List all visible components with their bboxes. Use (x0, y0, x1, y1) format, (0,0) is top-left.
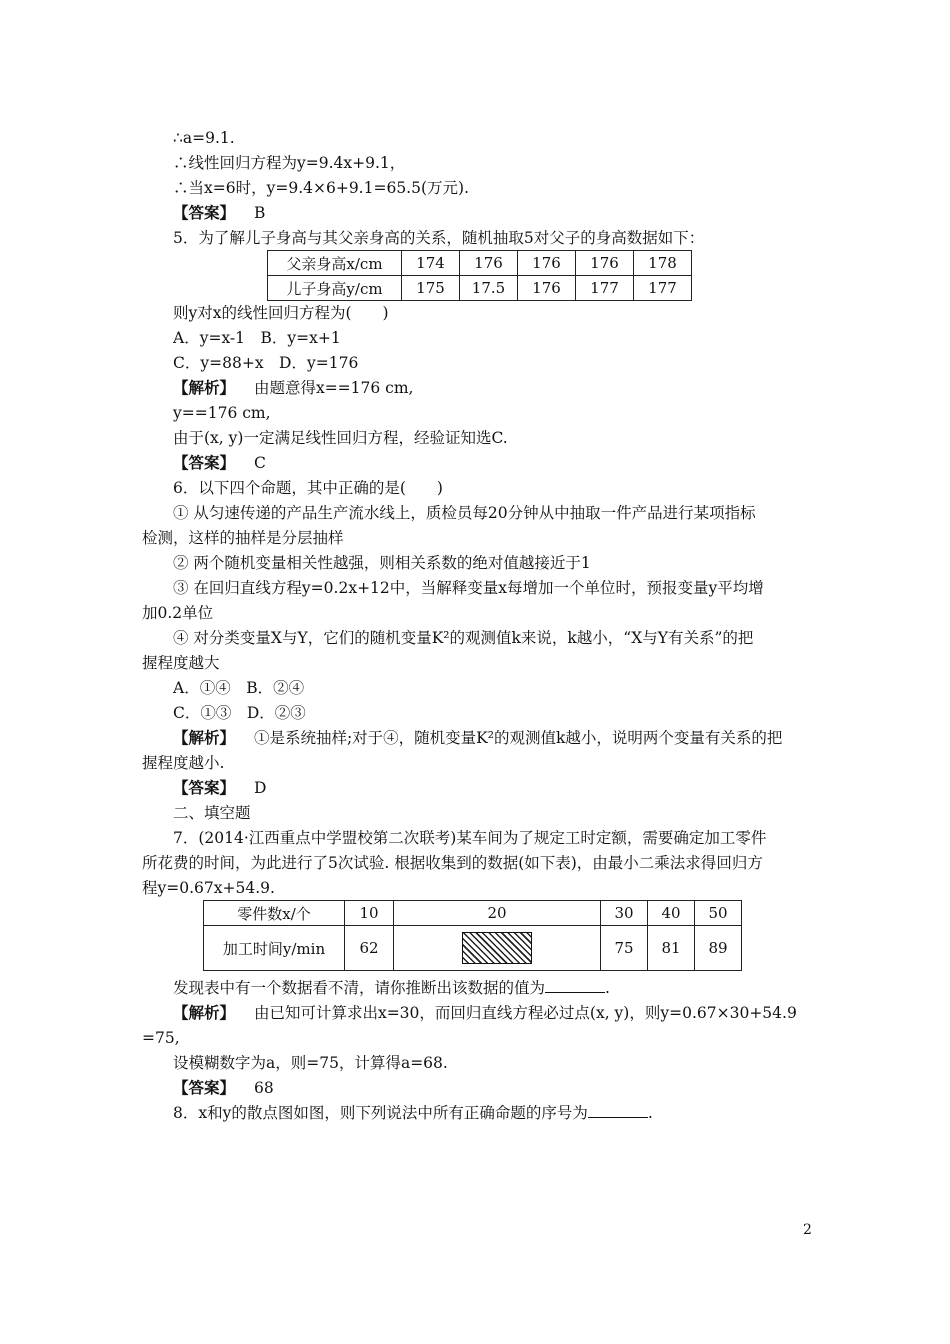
table-cell: 父亲身高x/cm (268, 251, 402, 276)
table-cell: 175 (402, 276, 460, 301)
text-line: 检测，这样的抽样是分层抽样 (142, 529, 344, 547)
answer-line (173, 202, 265, 224)
option-line: A．y=x-1 B．y=x+1 (173, 329, 341, 347)
table-row (204, 901, 742, 926)
blurred-cell (394, 926, 601, 971)
analysis-text: ①是系统抽样;对于④，随机变量K²的观测值k越小，说明两个变量有关系的把 (253, 729, 783, 747)
table-father-son-height (267, 250, 692, 301)
answer-line (173, 1077, 274, 1099)
table-cell: 176 (576, 251, 634, 276)
text-line: 握程度越大 (142, 654, 220, 672)
text-line: 则y对x的线性回归方程为( ) (173, 304, 389, 322)
table-cell: 儿子身高y/cm (268, 276, 402, 301)
text-line: 设模糊数字为a，则=75，计算得a=68. (173, 1054, 448, 1072)
section-heading: 二、填空题 (173, 804, 251, 822)
table-cell: 178 (634, 251, 692, 276)
table-cell: 176 (460, 251, 518, 276)
question-7: 7．(2014·江西重点中学盟校第二次联考)某车间为了规定工时定额，需要确定加工零件 (173, 829, 767, 847)
table-cell: 20 (394, 901, 601, 926)
text-line: 加0.2单位 (142, 604, 214, 622)
text-line: 所花费的时间，为此进行了5次试验. 根据收集到的数据(如下表)，由最小二乘法求得回归方 (142, 854, 763, 872)
analysis-tag: 【解析】 (173, 378, 236, 397)
table-cell: 62 (345, 926, 394, 971)
answer-tag: 【答案】 (173, 453, 236, 472)
table-row (268, 251, 692, 276)
analysis-tag: 【解析】 (173, 728, 236, 747)
analysis-tag: 【解析】 (173, 1003, 236, 1022)
question-8: 8．x和y的散点图如图，则下列说法中所有正确命题的序号为 . (173, 1104, 653, 1122)
answer-value: B (253, 204, 266, 222)
answer-tag: 【答案】 (173, 203, 236, 222)
table-cell: 174 (402, 251, 460, 276)
table-cell: 89 (695, 926, 742, 971)
analysis-text: 由已知可计算求出x=30，而回归直线方程必过点(x, y)，则y=0.67×30+54.9 (253, 1004, 797, 1022)
answer-blank (588, 1103, 648, 1118)
table-cell: 176 (518, 251, 576, 276)
question-6: 6．以下四个命题，其中正确的是( ) (173, 479, 443, 497)
analysis-line (173, 1002, 797, 1024)
answer-value: D (253, 779, 267, 797)
answer-value: 68 (253, 1079, 274, 1097)
text-line: 程y=0.67x+54.9. (142, 879, 275, 897)
table-cell: 177 (576, 276, 634, 301)
option-line: A．①④ B．②④ (173, 679, 305, 697)
table-cell: 177 (634, 276, 692, 301)
hatched-blur-box (462, 932, 532, 964)
answer-tag: 【答案】 (173, 1078, 236, 1097)
analysis-line (173, 727, 782, 749)
answer-line (173, 777, 266, 799)
table-row (268, 276, 692, 301)
table-cell: 176 (518, 276, 576, 301)
answer-blank (545, 978, 605, 993)
page-number: 2 (803, 1222, 812, 1238)
text-line: ∴当x=6时，y=9.4×6+9.1=65.5(万元). (173, 179, 469, 197)
question-text: 发现表中有一个数据看不清，请你推断出该数据的值为 (173, 979, 546, 997)
text-line: ∴线性回归方程为y=9.4x+9.1， (173, 154, 406, 172)
table-cell: 17.5 (460, 276, 518, 301)
table-cell: 零件数x/个 (204, 901, 345, 926)
text-line: ① 从匀速传递的产品生产流水线上，质检员每20分钟从中抽取一件产品进行某项指标 (173, 504, 756, 522)
option-line: C．①③ D．②③ (173, 704, 306, 722)
text-line: ∴a=9.1. (173, 129, 235, 147)
analysis-line (173, 377, 414, 399)
table-cell: 加工时间y/min (204, 926, 345, 971)
text-line: y==176 cm, (173, 404, 271, 422)
text-line: 握程度越小. (142, 754, 225, 772)
answer-line (173, 452, 266, 474)
text-line: =75, (142, 1029, 180, 1047)
table-cell: 10 (345, 901, 394, 926)
answer-tag: 【答案】 (173, 778, 236, 797)
option-line: C．y=88+x D．y=176 (173, 354, 359, 372)
question-5: 5．为了解儿子身高与其父亲身高的关系，随机抽取5对父子的身高数据如下： (173, 229, 705, 247)
question-text: 8．x和y的散点图如图，则下列说法中所有正确命题的序号为 (173, 1104, 588, 1122)
table-parts-time (203, 900, 742, 971)
text-line: ③ 在回归直线方程y=0.2x+12中，当解释变量x每增加一个单位时，预报变量y平均增 (173, 579, 764, 597)
table-cell: 30 (601, 901, 648, 926)
text-line: 发现表中有一个数据看不清，请你推断出该数据的值为 . (173, 979, 610, 997)
table-row (204, 926, 742, 971)
text-line: ④ 对分类变量X与Y，它们的随机变量K²的观测值k来说，k越小，“X与Y有关系”的把 (173, 629, 754, 647)
table-cell: 81 (648, 926, 695, 971)
text-line: ② 两个随机变量相关性越强，则相关系数的绝对值越接近于1 (173, 554, 591, 572)
text-line: 由于(x, y)一定满足线性回归方程，经验证知选C. (173, 429, 508, 447)
answer-value: C (253, 454, 266, 472)
table-cell: 50 (695, 901, 742, 926)
table-cell: 40 (648, 901, 695, 926)
table-cell: 75 (601, 926, 648, 971)
analysis-text: 由题意得x==176 cm, (253, 379, 414, 397)
